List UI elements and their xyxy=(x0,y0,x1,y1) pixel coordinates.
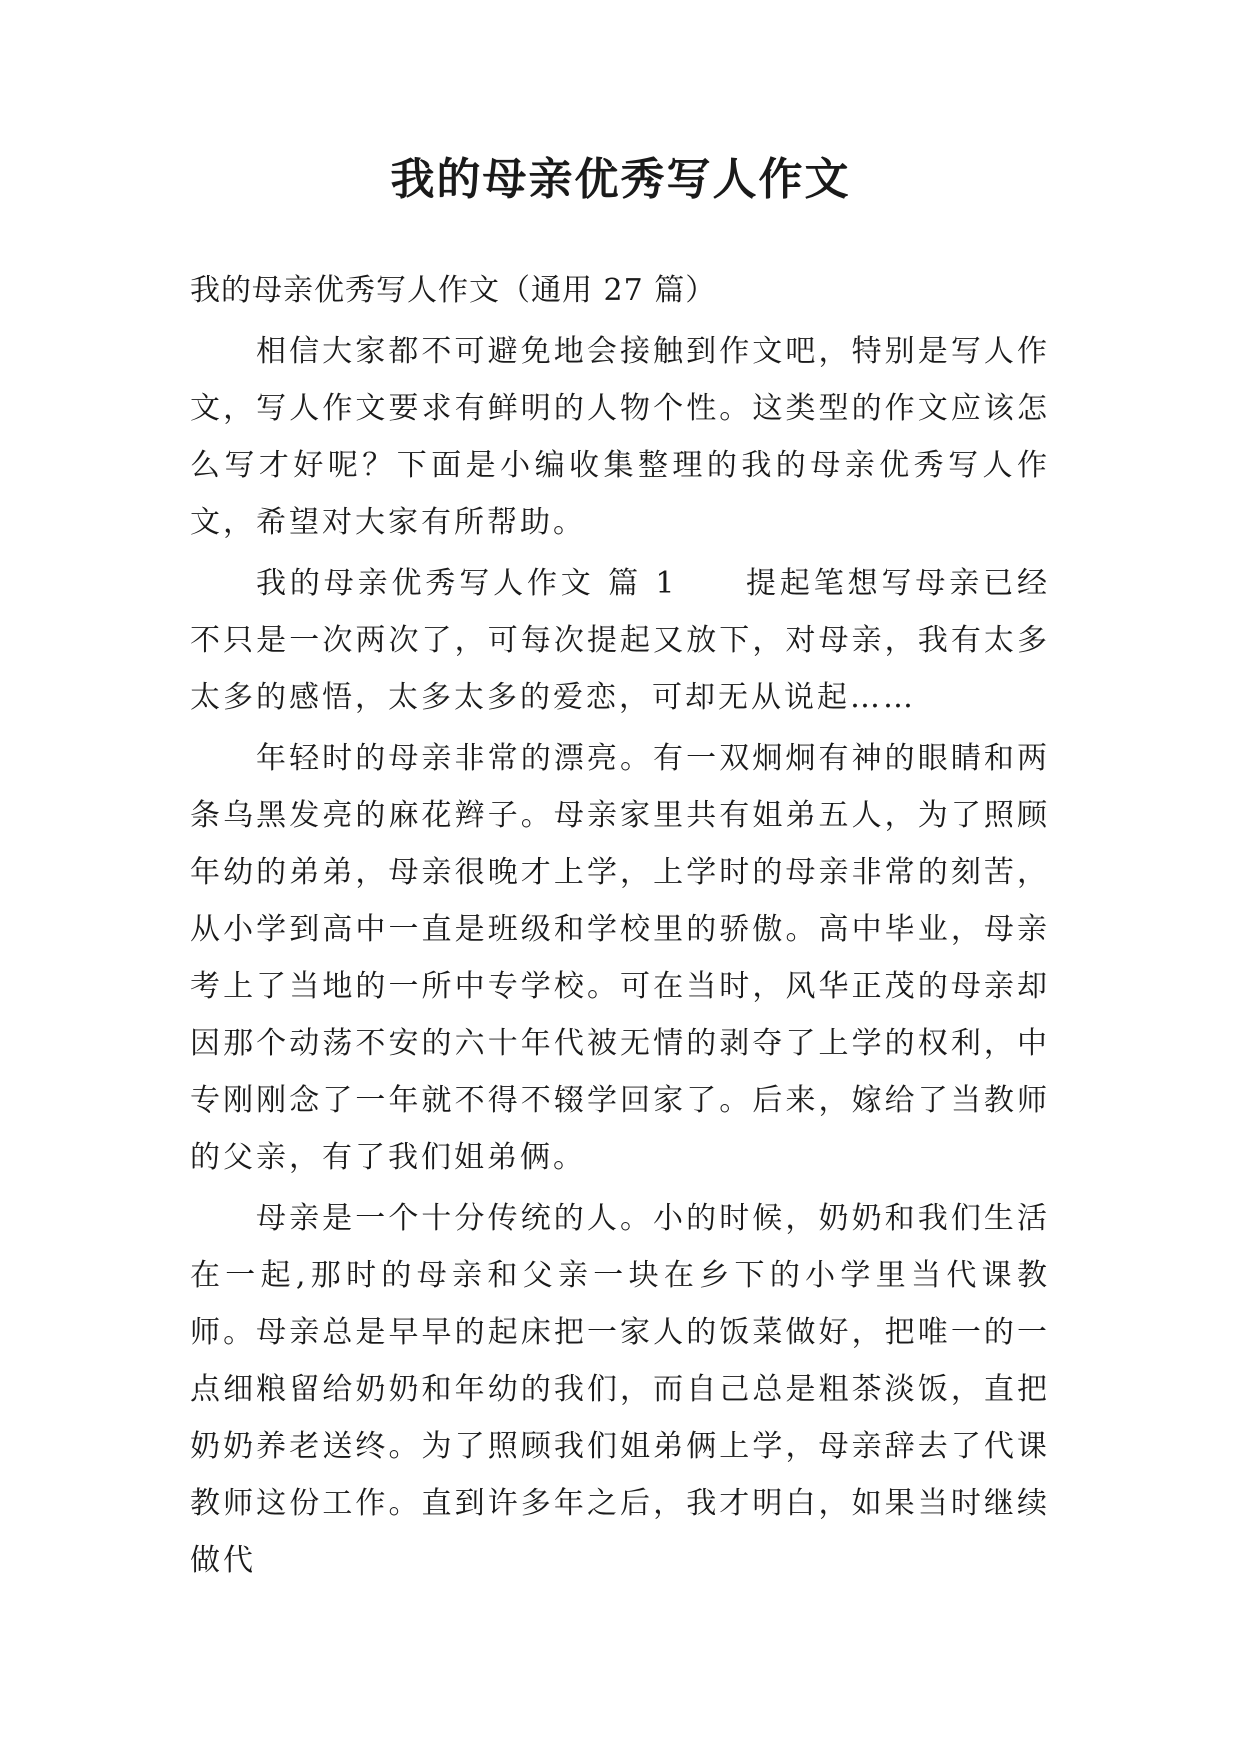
document-title: 我的母亲优秀写人作文 xyxy=(390,154,851,205)
section-1-opening-paragraph: 我的母亲优秀写人作文 篇 1 提起笔想写母亲已经不只是一次两次了，可每次提起又放下，对母亲，我有太多太多的感悟，太多太多的爱恋，可却无从说起…… xyxy=(190,566,1050,715)
document-body xyxy=(190,262,1050,1589)
body-paragraph: 母亲是一个十分传统的人。小的时候，奶奶和我们生活在一起,那时的母亲和父亲一块在乡下的小学里当代课教师。母亲总是早早的起床把一家人的饭菜做好，把唯一的一点细粮留给奶奶和年幼的我们，而自己总是粗茶淡饭，直把奶奶养老送终。为了照顾我们姐弟俩上学，母亲辞去了代课教师这份工作。直到许多年之后，我才明白，如果当时继续做代 xyxy=(190,1201,1050,1578)
intro-paragraph: 相信大家都不可避免地会接触到作文吧，特别是写人作文，写人作文要求有鲜明的人物个性。这类型的作文应该怎么写才好呢？下面是小编收集整理的我的母亲优秀写人作文，希望对大家有所帮助。 xyxy=(190,334,1050,540)
document-subtitle: 我的母亲优秀写人作文（通用 27 篇） xyxy=(190,273,717,308)
body-paragraph: 年轻时的母亲非常的漂亮。有一双炯炯有神的眼睛和两条乌黑发亮的麻花辫子。母亲家里共有姐弟五人，为了照顾年幼的弟弟，母亲很晚才上学，上学时的母亲非常的刻苦，从小学到高中一直是班级和学校里的骄傲。高中毕业，母亲考上了当地的一所中专学校。可在当时，风华正茂的母亲却因那个动荡不安的六十年代被无情的剥夺了上学的权利，中专刚刚念了一年就不得不辍学回家了。后来，嫁给了当教师的父亲，有了我们姐弟俩。 xyxy=(190,741,1050,1175)
